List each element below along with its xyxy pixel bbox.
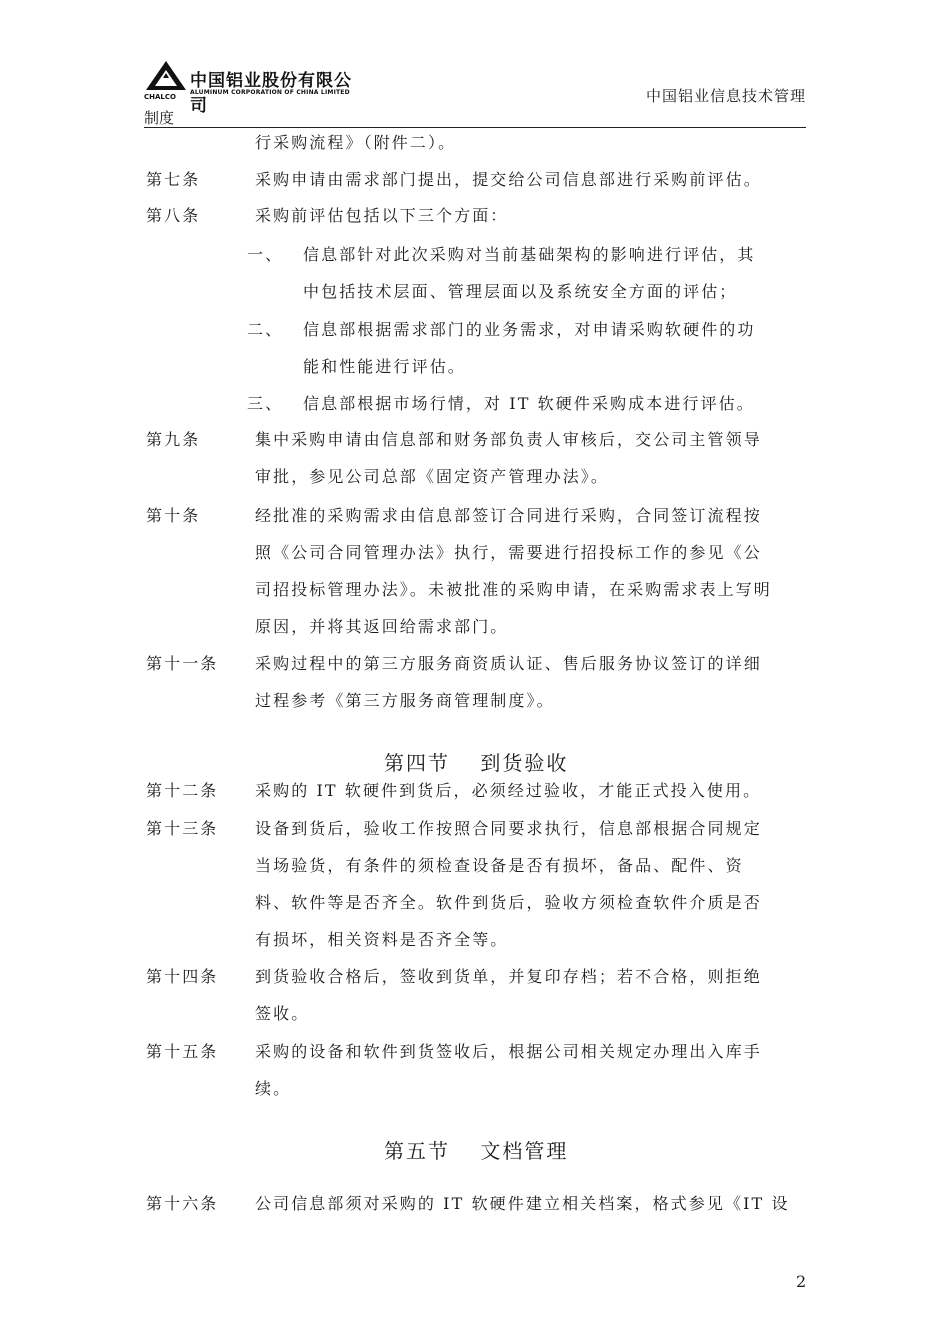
chalco-logo-icon [144, 60, 188, 92]
text-line: 司招投标管理办法》。未被批准的采购申请，在采购需求表上写明 [255, 580, 772, 599]
text-line: 中包括技术层面、管理层面以及系统安全方面的评估； [303, 282, 738, 301]
company-logo [144, 60, 364, 116]
text-line: 集中采购申请由信息部和财务部负责人审核后，交公司主管领导 [255, 430, 762, 449]
text-line: 公司信息部须对采购的 IT 软硬件建立相关档案，格式参见《IT 设 [255, 1194, 790, 1213]
item-label: 二、 [247, 320, 284, 339]
text-line: 信息部根据需求部门的业务需求，对申请采购软硬件的功 [303, 320, 756, 339]
text-line: 有损坏，相关资料是否齐全等。 [255, 930, 509, 949]
article-label: 第十条 [146, 506, 201, 525]
article-label: 第十一条 [146, 654, 219, 673]
text-line: 照《公司合同管理办法》执行，需要进行招投标工作的参见《公 [255, 543, 762, 562]
text-line: 采购前评估包括以下三个方面： [255, 206, 509, 225]
company-name-en: ALUMINUM CORPORATION OF CHINA LIMITED [190, 89, 350, 96]
brand-name: CHALCO [144, 93, 176, 101]
text-line: 原因，并将其返回给需求部门。 [255, 617, 509, 636]
header-rule [144, 127, 806, 128]
text-line: 料、软件等是否齐全。软件到货后，验收方须检查软件介质是否 [255, 893, 762, 912]
article-label: 第八条 [146, 206, 201, 225]
article-label: 第七条 [146, 170, 201, 189]
text-line: 审批，参见公司总部《固定资产管理办法》。 [255, 467, 610, 486]
text-line: 行采购流程》（附件二）。 [255, 133, 457, 152]
item-label: 三、 [247, 394, 284, 413]
text-line: 信息部针对此次采购对当前基础架构的影响进行评估，其 [303, 245, 756, 264]
text-line: 当场验货，有条件的须检查设备是否有损坏，备品、配件、资 [255, 856, 744, 875]
text-line: 信息部根据市场行情，对 IT 软硬件采购成本进行评估。 [303, 394, 755, 413]
text-line: 采购的 IT 软硬件到货后，必须经过验收，才能正式投入使用。 [255, 781, 762, 800]
article-label: 第十六条 [146, 1194, 219, 1213]
item-label: 一、 [247, 245, 284, 264]
article-label: 第十四条 [146, 967, 219, 986]
doc-title-cont: 制度 [144, 109, 175, 127]
text-line: 设备到货后，验收工作按照合同要求执行，信息部根据合同规定 [255, 819, 762, 838]
article-label: 第十二条 [146, 781, 219, 800]
doc-title-right: 中国铝业信息技术管理 [645, 87, 806, 105]
text-line: 签收。 [255, 1004, 310, 1023]
section-heading: 第五节 文档管理 [384, 1139, 569, 1163]
section-heading: 第四节 到货验收 [384, 751, 569, 775]
text-line: 采购申请由需求部门提出，提交给公司信息部进行采购前评估。 [255, 170, 762, 189]
text-line: 过程参考《第三方服务商管理制度》。 [255, 691, 555, 710]
article-label: 第九条 [146, 430, 201, 449]
text-line: 经批准的采购需求由信息部签订合同进行采购，合同签订流程按 [255, 506, 762, 525]
text-line: 到货验收合格后，签收到货单，并复印存档；若不合格，则拒绝 [255, 967, 762, 986]
article-label: 第十三条 [146, 819, 219, 838]
text-line: 能和性能进行评估。 [303, 357, 466, 376]
text-line: 采购过程中的第三方服务商资质认证、售后服务协议签订的详细 [255, 654, 762, 673]
page-number: 2 [796, 1272, 807, 1291]
text-line: 续。 [255, 1079, 292, 1098]
text-line: 采购的设备和软件到货签收后，根据公司相关规定办理出入库手 [255, 1042, 762, 1061]
article-label: 第十五条 [146, 1042, 219, 1061]
company-name-cn: 中国铝业股份有限公司 [190, 71, 352, 116]
